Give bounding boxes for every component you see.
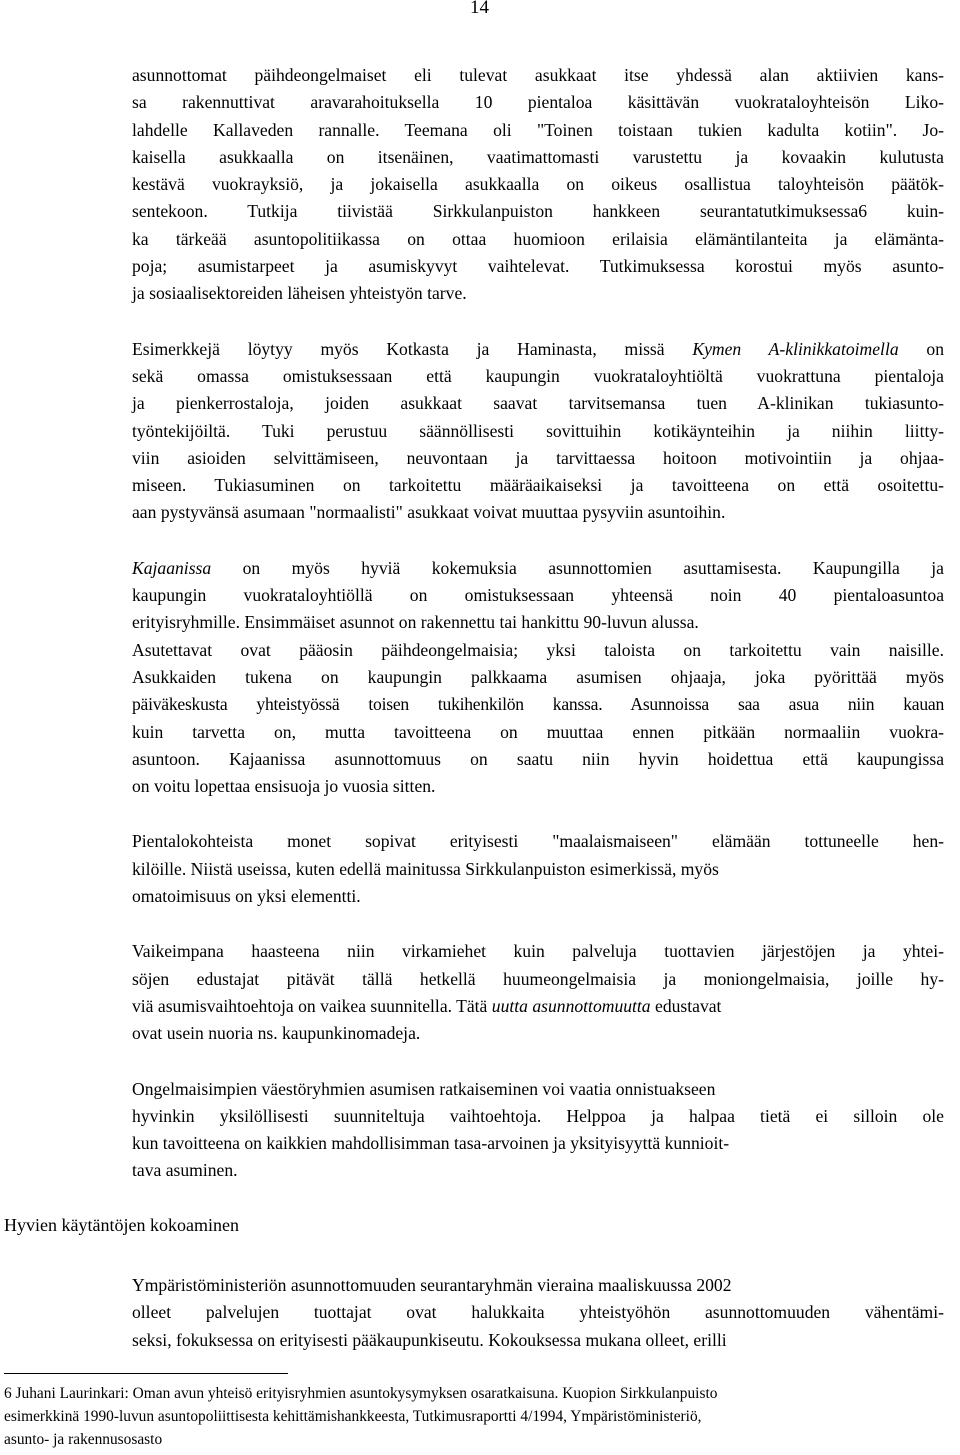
text-line: asunnottomat päihdeongelmaiset eli tulevat asukkaat itse yhdessä alan aktiivien kans-: [132, 65, 944, 85]
text-run: on: [898, 338, 945, 359]
text-line: työntekijöiltä. Tuki perustuu säännöllisesti sovittuihin kotikäynteihin ja niihin liitty-: [132, 420, 944, 441]
text-line: erityisryhmille. Ensimmäiset asunnot on rakennettu tai hankittu 90-luvun alussa.: [132, 612, 699, 633]
text-line: poja; asumistarpeet ja asumiskyvyt vaihtelevat. Tutkimuksessa korostui myös asunto-: [132, 256, 944, 277]
paragraph-3: [132, 555, 944, 801]
paragraph-1: [132, 62, 944, 308]
text-line: söjen edustajat pitävät tällä hetkellä huumeongelmaisia ja moniongelmaisia, joille hy-: [132, 968, 944, 989]
paragraph-2: [132, 336, 944, 527]
footnote-line: esimerkkinä 1990-luvun asuntopoliittisesta kehittämishankkeesta, Tutkimusraportti 4/1994, Ympäristöministeriö,: [4, 1408, 702, 1425]
text-line: ja sosiaalisektoreiden läheisen yhteistyön tarve.: [132, 283, 467, 304]
footnote-line: 6 Juhani Laurinkari: Oman avun yhteisö erityisryhmien asuntokysymyksen osaratkaisuna. Kuopion Sirkkulanpuisto: [4, 1385, 718, 1402]
text-line: [132, 993, 944, 1020]
text-line: [132, 336, 944, 363]
text-line: ja pienkerrostaloja, joiden asukkaat saavat tarvitsemansa tuen A-klinikan tukiasunto-: [132, 393, 944, 414]
text-line: kilöille. Niistä useissa, kuten edellä mainitussa Sirkkulanpuiston esimerkissä, myös: [132, 858, 719, 879]
text-run: Esimerkkejä löytyy myös Kotkasta ja Haminasta, missä: [132, 338, 693, 359]
text-line: tava asuminen.: [132, 1160, 238, 1181]
text-line: kaupungin vuokrataloyhtiöllä on omistuksessaan yhteensä noin 40 pientaloasuntoa: [132, 585, 944, 606]
text-line: hyvinkin yksilöllisesti suunniteltuja vaihtoehtoja. Helppoa ja halpaa tietä ei silloin ole: [132, 1105, 944, 1126]
text-line: miseen. Tukiasuminen on tarkoitettu määräaikaiseksi ja tavoitteena on että osoitettu-: [132, 475, 944, 496]
paragraph-7: [132, 1272, 944, 1354]
section-heading: Hyvien käytäntöjen kokoaminen: [4, 1215, 239, 1235]
text-line: lahdelle Kallaveden rannalle. Teemana oli "Toinen toistaan tukien kadulta kotiin". Jo-: [132, 119, 944, 140]
text-line: Asutettavat ovat pääosin päihdeongelmaisia; yksi taloista on tarkoitettu vain naisille.: [132, 639, 944, 660]
text-line: kaisella asukkaalla on itsenäinen, vaatimattomasti varustettu ja kovaakin kulutusta: [132, 146, 944, 167]
paragraph-6: [132, 1076, 944, 1185]
footnote-separator: [4, 1373, 288, 1374]
footnote: [4, 1382, 924, 1451]
text-line: on voitu lopettaa ensisuoja jo vuosia sitten.: [132, 776, 436, 797]
italic-term: Kymen A-klinikkatoimella: [692, 338, 899, 359]
text-line: sa rakennuttivat aravarahoituksella 10 pientaloa käsittävän vuokrataloyhteisön Liko-: [132, 92, 944, 113]
text-line: Ympäristöministeriön asunnottomuuden seurantaryhmän vieraina maaliskuussa 2002: [132, 1275, 732, 1295]
italic-term: uutta asunnottomuutta: [491, 995, 651, 1016]
text-line: kuin tarvetta on, mutta tavoitteena on muuttaa ennen pitkään normaaliin vuokra-: [132, 721, 944, 742]
text-line: kestävä vuokrayksiö, ja jokaisella asukkaalla on oikeus osallistua taloyhteisön päätök-: [132, 174, 944, 195]
text-line: Pientalokohteista monet sopivat erityisesti "maalaismaiseen" elämään tottuneelle hen-: [132, 831, 944, 852]
text-line: sentekoon. Tutkija tiivistää Sirkkulanpuiston hankkeen seurantatutkimuksessa6 kuin-: [132, 201, 944, 222]
section-body: [132, 1272, 944, 1382]
page-number: 14: [470, 0, 489, 18]
text-line: sekä omassa omistuksessaan että kaupungin vuokrataloyhtiöltä vuokrattuna pientaloja: [132, 365, 944, 386]
main-text: [132, 62, 944, 1213]
text-line: kun tavoitteena on kaikkien mahdollisimman tasa-arvoinen ja yksityisyyttä kunnioit-: [132, 1133, 730, 1154]
paragraph-4: [132, 828, 944, 910]
text-line: aan pystyvänsä asumaan "normaalisti" asukkaat voivat muuttaa pysyviin asuntoihin.: [132, 502, 726, 523]
text-line: olleet palvelujen tuottajat ovat halukkaita yhteistyöhön asunnottomuuden vähentämi-: [132, 1302, 944, 1323]
text-line: seksi, fokuksessa on erityisesti pääkaupunkiseutu. Kokouksessa mukana olleet, erilli: [132, 1329, 727, 1350]
footnote-line: asunto- ja rakennusosasto: [4, 1431, 163, 1448]
text-line: Ongelmaisimpien väestöryhmien asumisen ratkaiseminen voi vaatia onnistuakseen: [132, 1078, 716, 1099]
italic-term: Kajaanissa: [132, 557, 212, 578]
text-run: on myös hyviä kokemuksia asunnottomien asuttamisesta. Kaupungilla ja: [211, 557, 944, 578]
text-line: [132, 691, 944, 718]
text-run: päiväkeskusta yhteistyössä toisen tukihenkilön kanssa. Asunnoissa saa asua niin kauan: [132, 694, 944, 715]
text-run: edustavat: [650, 995, 722, 1016]
text-line: omatoimisuus on yksi elementti.: [132, 886, 361, 907]
text-line: Vaikeimpana haasteena niin virkamiehet kuin palveluja tuottavien järjestöjen ja yhtei-: [132, 941, 944, 962]
text-line: [132, 555, 944, 582]
paragraph-5: [132, 938, 944, 1047]
text-line: asuntoon. Kajaanissa asunnottomuus on saatu niin hyvin hoidettua että kaupungissa: [132, 748, 944, 769]
text-line: ka tärkeää asuntopolitiikassa on ottaa huomioon erilaisia elämäntilanteita ja elämänta-: [132, 228, 944, 249]
text-run: viä asumisvaihtoehtoja on vaikea suunnitella. Tätä: [132, 995, 492, 1016]
text-line: ovat usein nuoria ns. kaupunkinomadeja.: [132, 1023, 421, 1044]
text-line: viin asioiden selvittämiseen, neuvontaan ja tarvittaessa hoitoon motivointiin ja ohjaa-: [132, 447, 944, 468]
text-line: Asukkaiden tukena on kaupungin palkkaama asumisen ohjaaja, joka pyörittää myös: [132, 666, 944, 687]
